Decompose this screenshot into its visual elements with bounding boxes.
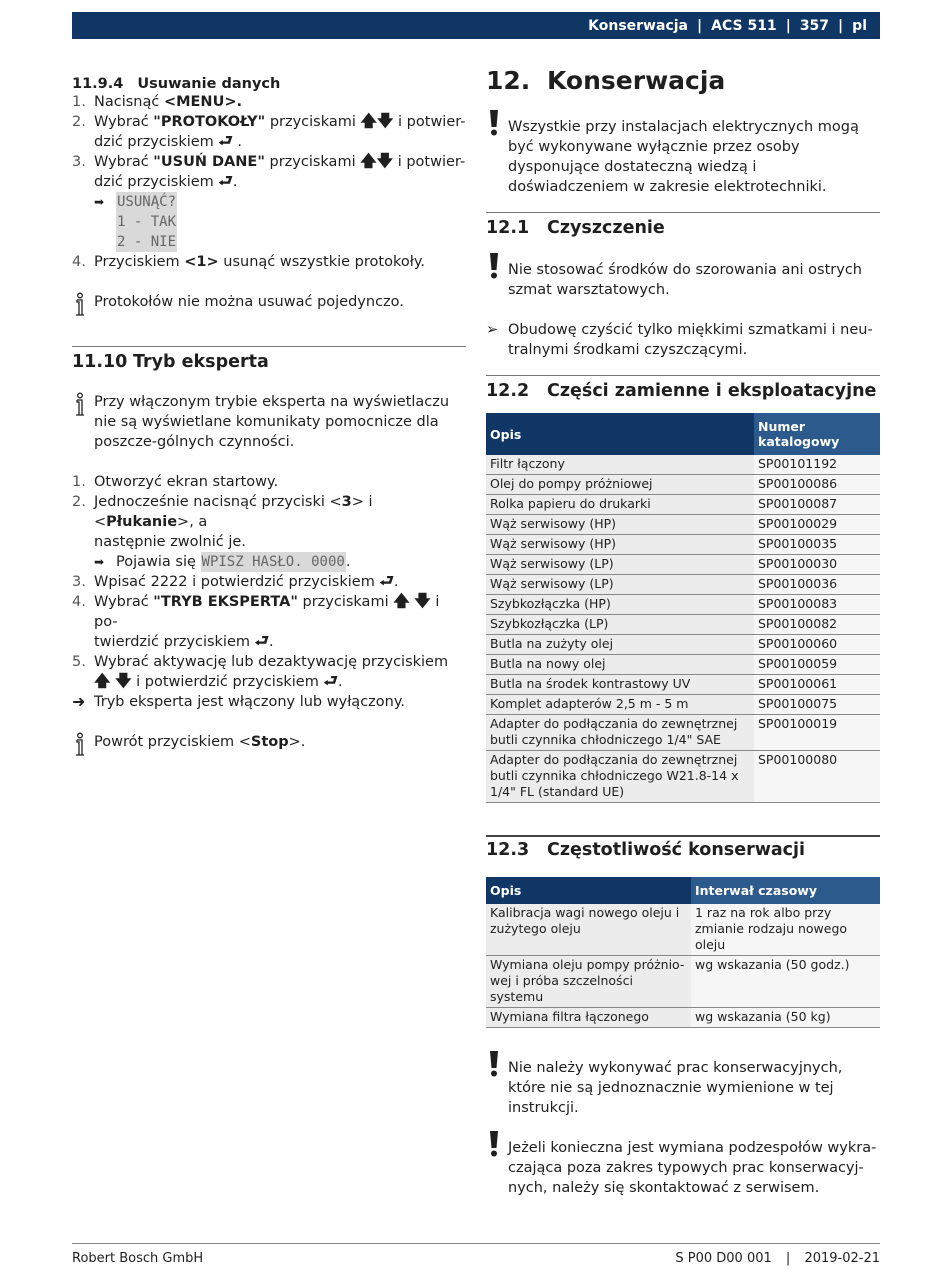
header-section: Konserwacja xyxy=(588,17,688,34)
warning-exclamation-icon xyxy=(486,1130,502,1158)
arrow-down-icon: 🡇 xyxy=(376,151,394,170)
arrow-up-icon: 🡅 xyxy=(94,671,111,690)
row-value: SP00100029 xyxy=(754,515,880,535)
section-divider xyxy=(486,212,880,213)
header-page-number: 357 xyxy=(799,17,830,34)
table-row xyxy=(486,1008,880,1028)
row-description: Wąż serwisowy (LP) xyxy=(486,575,754,595)
row-value: SP00100035 xyxy=(754,535,880,555)
row-value: SP00100059 xyxy=(754,655,880,675)
warning-note: Nie należy wykonywać prac konserwacyjnych, które nie są jednoznacznie wymienione w tej instrukcji. xyxy=(486,1058,880,1118)
row-value: SP00101192 xyxy=(754,455,880,475)
section-divider xyxy=(72,346,466,347)
table-row xyxy=(486,555,880,575)
info-note: Przy włączonym trybie eksperta na wyświetlaczu nie są wyświetlane komunikaty pomocnicze dla poszcze-gólnych czynności. xyxy=(72,392,466,452)
maintenance-interval-body xyxy=(486,904,880,1028)
warning-exclamation-icon xyxy=(486,1050,502,1078)
table-row xyxy=(486,515,880,535)
action-arrowhead-icon: ➢ xyxy=(486,322,499,338)
step-1: 1. Otworzyć ekran startowy. xyxy=(72,474,279,490)
info-note: Protokołów nie można usuwać pojedynczo. xyxy=(72,292,466,312)
row-description: Filtr łączony xyxy=(486,455,754,475)
lcd-password-prompt: WPISZ HASŁO. 0000 xyxy=(201,554,345,570)
left-column xyxy=(72,76,466,752)
table-header-description: Opis xyxy=(486,413,754,455)
table-row xyxy=(486,475,880,495)
table-row xyxy=(486,575,880,595)
info-icon xyxy=(72,392,88,418)
warning-note: Wszystkie przy instalacjach elektrycznych mogą być wykonywane wyłącznie przez osoby dysponujące dostateczną wiedzą i doświadczeniem w zakresie elektrotechniki. xyxy=(486,117,880,197)
row-description: Wąż serwisowy (HP) xyxy=(486,515,754,535)
arrow-down-icon: 🡇 xyxy=(115,671,132,690)
warning-exclamation-icon xyxy=(486,109,502,137)
table-row xyxy=(486,595,880,615)
row-description: Wąż serwisowy (LP) xyxy=(486,555,754,575)
row-value: SP00100082 xyxy=(754,615,880,635)
row-value: SP00100080 xyxy=(754,751,880,803)
step-3-result xyxy=(72,192,466,252)
header-product: ACS 511 xyxy=(711,17,777,34)
page-header: Konserwacja | ACS 511 | 357 | pl xyxy=(72,12,880,39)
footer-company: Robert Bosch GmbH xyxy=(72,1251,204,1266)
lcd-line-3: 2 - NIE xyxy=(117,234,177,250)
lcd-line-2: 1 - TAK xyxy=(117,214,177,230)
row-description: Komplet adapterów 2,5 m - 5 m xyxy=(486,695,754,715)
result-line: ➜ Tryb eksperta jest włączony lub wyłączony. xyxy=(72,692,405,711)
section-12-3-heading: 12.3 Częstotliwość konserwacji xyxy=(486,840,806,860)
action-item: ➢ Obudowę czyścić tylko miękkimi szmatkami i neu-tralnymi środkami czyszczącymi. xyxy=(486,322,873,358)
result-arrow-icon: ➜ xyxy=(72,692,86,711)
table-row xyxy=(486,615,880,635)
info-icon xyxy=(72,732,88,758)
arrow-up-icon: 🡅 xyxy=(360,151,377,170)
table-row xyxy=(486,751,880,803)
info-icon xyxy=(72,292,88,318)
warning-exclamation-icon xyxy=(486,252,502,280)
enter-key-icon: ⮐ xyxy=(379,571,394,590)
step-5: 5. Wybrać aktywację lub dezaktywację przyciskiem 🡅 🡇 i potwierdzić przyciskiem ⮐. xyxy=(72,654,449,690)
table-row xyxy=(486,904,880,956)
section-12-1-heading: 12.1 Czyszczenie xyxy=(486,218,665,238)
step-2: 2. Wybrać "PROTOKOŁY" przyciskami 🡅🡇 i potwier- dzić przyciskiem ⮐ . xyxy=(72,111,466,150)
table-header-description: Opis xyxy=(486,877,691,904)
row-value: SP00100060 xyxy=(754,635,880,655)
step-2-result: ➡ Pojawia się WPISZ HASŁO. 0000. xyxy=(94,554,351,570)
info-note: Powrót przyciskiem <Stop>. xyxy=(72,732,466,752)
step-2: 2. Jednocześnie nacisnąć przyciski <3> i <Płukanie>, a następnie zwolnić je. xyxy=(72,494,373,550)
row-description: Olej do pompy próżniowej xyxy=(486,475,754,495)
warning-note: Jeżeli konieczna jest wymiana podzespołów wykra-czająca poza zakres typowych prac konserwacyj-nych, należy się skontaktować z serwisem. xyxy=(486,1138,880,1198)
enter-key-icon: ⮐ xyxy=(323,671,338,690)
section-11-9-4-heading: 11.9.4 Usuwanie danych xyxy=(72,76,281,92)
row-description: Butla na środek kontrastowy UV xyxy=(486,675,754,695)
row-description: Butla na zużyty olej xyxy=(486,635,754,655)
step-3: 3. Wpisać 2222 i potwierdzić przyciskiem ⮐. xyxy=(72,571,399,590)
row-value: SP00100075 xyxy=(754,695,880,715)
step-3: 3. Wybrać "USUŃ DANE" przyciskami 🡅🡇 i potwier- dzić przyciskiem ⮐. xyxy=(72,151,466,190)
row-description: Szybkozłączka (LP) xyxy=(486,615,754,635)
arrow-up-icon: 🡅 xyxy=(393,591,410,610)
arrow-down-icon: 🡇 xyxy=(414,591,431,610)
row-value: SP00100086 xyxy=(754,475,880,495)
row-value: 1 raz na rok albo przy zmianie rodzaju nowego oleju xyxy=(691,904,880,956)
spare-parts-body xyxy=(486,455,880,803)
table-row xyxy=(486,695,880,715)
table-row xyxy=(486,655,880,675)
header-language: pl xyxy=(852,17,867,34)
table-row xyxy=(486,455,880,475)
table-row xyxy=(486,675,880,695)
row-description: Wymiana oleju pompy próżnio-wej i próba szczelności systemu xyxy=(486,956,691,1008)
maintenance-interval-table xyxy=(486,877,880,1028)
row-value: SP00100019 xyxy=(754,715,880,751)
warning-note: Nie stosować środków do szorowania ani ostrych szmat warsztatowych. xyxy=(486,260,880,300)
row-description: Szybkozłączka (HP) xyxy=(486,595,754,615)
right-column xyxy=(486,66,880,1198)
row-value: SP00100083 xyxy=(754,595,880,615)
table-row xyxy=(486,535,880,555)
row-description: Adapter do podłączania do zewnętrznej butli czynnika chłodniczego W21.8-14 x 1/4" FL (standard UE) xyxy=(486,751,754,803)
table-row xyxy=(486,495,880,515)
step-1: 1. Nacisnąć <MENU>. xyxy=(72,94,243,110)
lcd-line-1: USUNĄĆ? xyxy=(117,194,177,210)
row-description: Butla na nowy olej xyxy=(486,655,754,675)
enter-key-icon: ⮐ xyxy=(218,171,233,190)
row-description: Wąż serwisowy (HP) xyxy=(486,535,754,555)
footer-doc-info: S P00 D00 001 | 2019-02-21 xyxy=(675,1251,880,1266)
result-arrow-icon: ➡ xyxy=(94,555,105,569)
table-row xyxy=(486,635,880,655)
enter-key-icon: ⮐ xyxy=(254,631,270,650)
row-description: Kalibracja wagi nowego oleju i zużytego oleju xyxy=(486,904,691,956)
arrow-down-icon: 🡇 xyxy=(376,111,394,130)
footer-date: 2019-02-21 xyxy=(804,1251,880,1266)
section-divider xyxy=(486,835,880,837)
row-value: SP00100030 xyxy=(754,555,880,575)
spare-parts-table xyxy=(486,413,880,803)
row-value: SP00100087 xyxy=(754,495,880,515)
result-arrow-icon: ➡ xyxy=(94,195,105,209)
arrow-up-icon: 🡅 xyxy=(360,111,377,130)
footer-divider xyxy=(72,1243,880,1244)
table-row xyxy=(486,715,880,751)
table-header-catalog-number: Numer katalogowy xyxy=(754,413,880,455)
footer-doc-number: S P00 D00 001 xyxy=(675,1251,772,1266)
section-11-10-heading: 11.10 Tryb eksperta xyxy=(72,352,269,372)
section-divider xyxy=(486,375,880,376)
step-4: 4. Wybrać "TRYB EKSPERTA" przyciskami 🡅 🡇 i po- twierdzić przyciskiem ⮐. xyxy=(72,591,440,650)
row-value: SP00100061 xyxy=(754,675,880,695)
enter-key-icon: ⮐ xyxy=(218,131,233,150)
section-12-2-heading: 12.2 Części zamienne i eksploatacyjne xyxy=(486,381,877,401)
chapter-12-heading: 12. Konserwacja xyxy=(486,66,726,95)
row-description: Adapter do podłączania do zewnętrznej butli czynnika chłodniczego 1/4" SAE xyxy=(486,715,754,751)
row-description: Wymiana filtra łączonego xyxy=(486,1008,691,1028)
row-value: wg wskazania (50 godz.) xyxy=(691,956,880,1008)
row-value: wg wskazania (50 kg) xyxy=(691,1008,880,1028)
step-4: 4. Przyciskiem <1> usunąć wszystkie protokoły. xyxy=(72,254,425,270)
row-description: Rolka papieru do drukarki xyxy=(486,495,754,515)
row-value: SP00100036 xyxy=(754,575,880,595)
table-header-interval: Interwał czasowy xyxy=(691,877,880,904)
table-row xyxy=(486,956,880,1008)
